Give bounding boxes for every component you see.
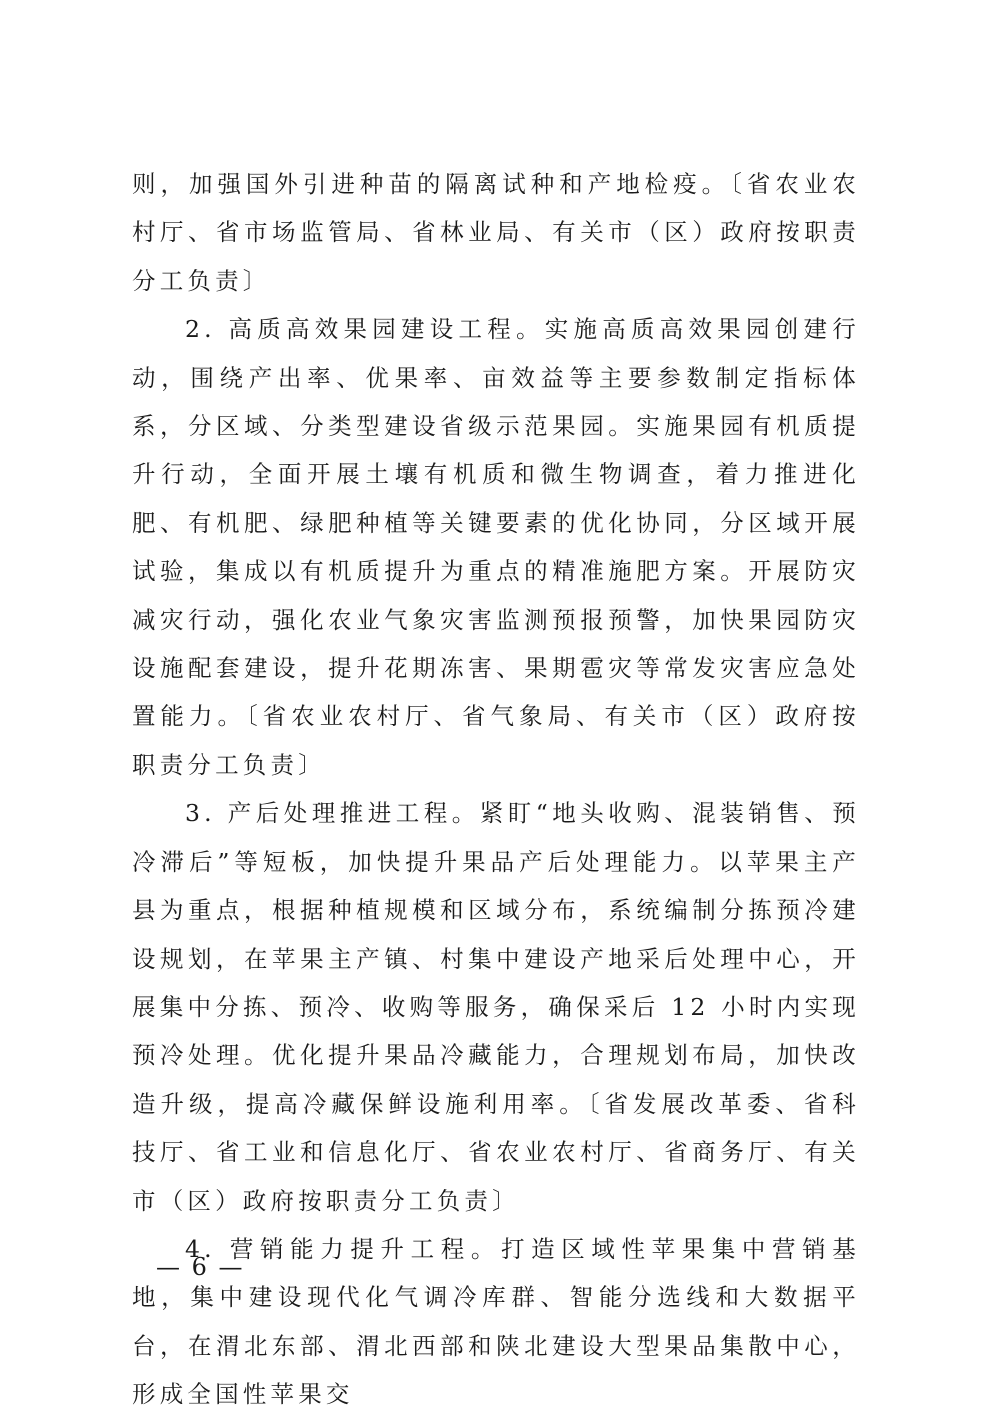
paragraph-postharvest bbox=[132, 789, 860, 1225]
paragraph-orchard-construction bbox=[132, 305, 860, 789]
page-number: — 6 — bbox=[156, 1253, 245, 1281]
paragraph-text: 3. 产后处理推进工程。紧盯“地头收购、混装销售、预冷滞后”等短板，加快提升果品产后处理能力。以苹果主产县为重点，根据种植规模和区域分布，系统编制分拣预冷建设规划，在苹果主产镇、村集中建设产地采后处理中心，开展集中分拣、预冷、收购等服务，确保采后 12 小时内实现预冷处理。优化提升果品冷藏能力，合理规划布局，加快改造升级，提高冷藏保鲜设施利用率。 bbox=[132, 799, 860, 1118]
paragraph-text: 2. 高质高效果园建设工程。实施高质高效果园创建行动，围绕产出率、优果率、亩效益等主要参数制定指标体系，分区域、分类型建设省级示范果园。实施果园有机质提升行动，全面开展土壤有机质和微生物调查，着力推进化肥、有机肥、绿肥种植等关键要素的优化协同，分区域开展试验，集成以有机质提升为重点的精准施肥方案。开展防灾减灾行动，强化农业气象灾害监测预报预警，加快果园防灾设施配套建设，提升花期冻害、果期雹灾等常发灾害应急处置能力。 bbox=[132, 315, 860, 731]
responsibility-note: 〔省农业农村厅、省气象局、有关市（区）政府按职责分工负责〕 bbox=[132, 702, 860, 779]
responsibility-note: 〔省发展改革委、省科技厅、省工业和信息化厅、省农业农村厅、省商务厅、有关市（区）政府按职责分工负责〕 bbox=[132, 1089, 861, 1215]
paragraph-continuation bbox=[132, 160, 860, 305]
responsibility-note: 〔省农业农村厅、省市场监管局、省林业局、有关市（区）政府按职责分工负责〕 bbox=[132, 170, 861, 295]
paragraph-text: 则，加强国外引进种苗的隔离试种和产地检疫。 bbox=[132, 170, 731, 198]
paragraph-text: 4. 营销能力提升工程。打造区域性苹果集中营销基地，集中建设现代化气调冷库群、智能分选线和大数据平台，在渭北东部、渭北西部和陕北建设大型果品集散中心，形成全国性苹果交 bbox=[132, 1234, 860, 1409]
document-body bbox=[132, 160, 860, 1419]
